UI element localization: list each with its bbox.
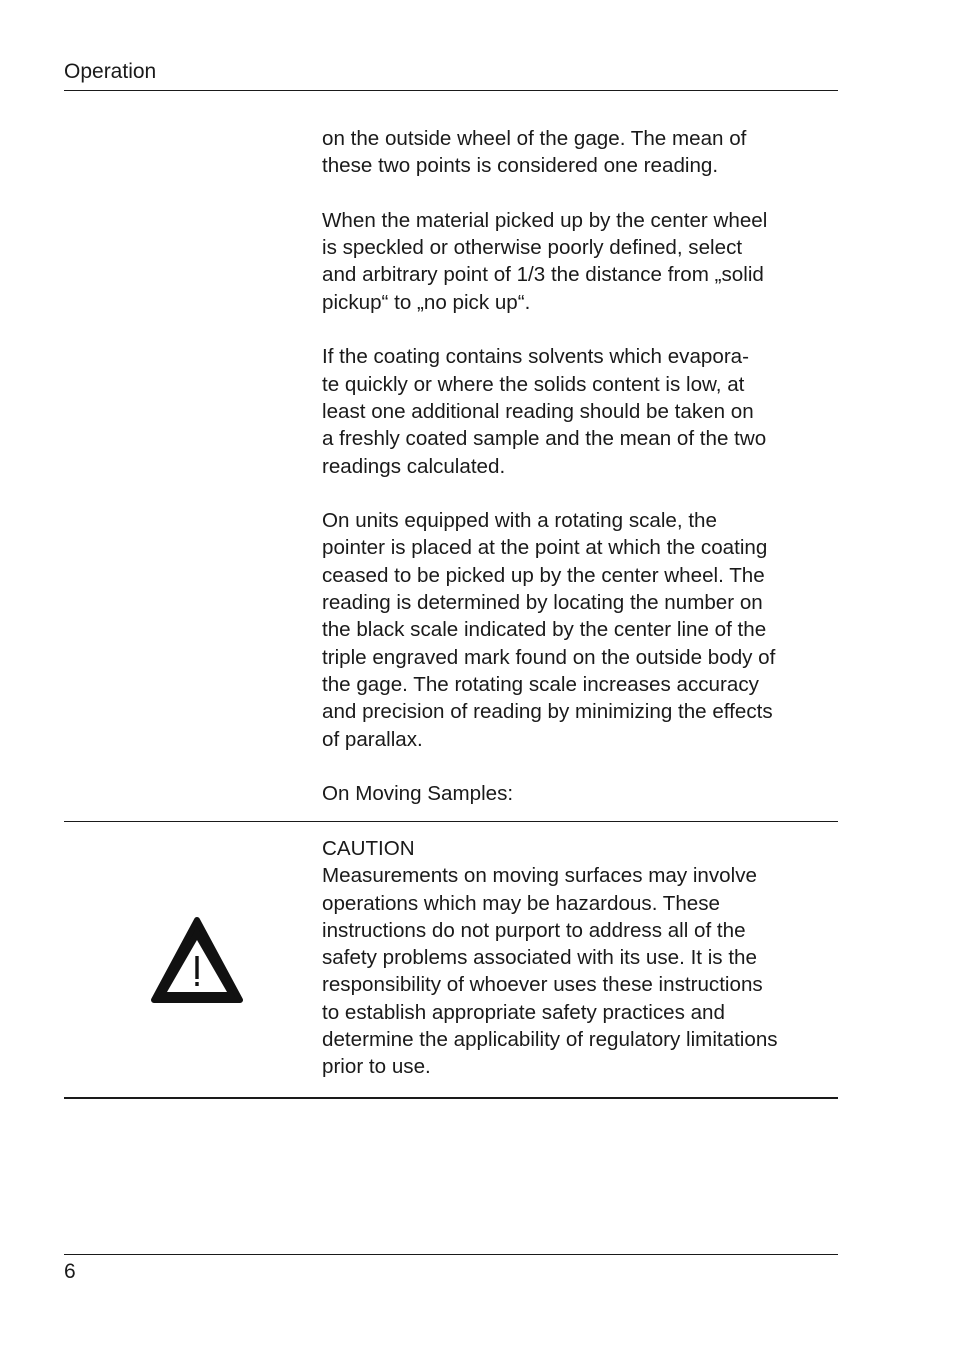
caution-text: Measurements on moving surfaces may involve operations which may be hazardous. These instructions do not purport to address all of the safety problems associated with its use. It is the responsibility of whoever uses these instructions to establish appropriate safety practices and determine the applicability of regulatory limitations prior to use. [322,864,778,1079]
caution-heading: CAUTION [322,837,415,860]
paragraph-2: When the material picked up by the center wheel is speckled or otherwise poorly defined, select and arbitrary point of 1/3 the distance from „solid pickup“ to „no pick up“. [322,208,768,314]
paragraph-3: If the coating contains solvents which evapora- te quickly or where the solids content is low, at least one additional reading should be taken on a freshly coated sample and the mean of the two readings calculated. [322,345,767,478]
body-text-top [322,125,842,807]
footer-divider [64,1254,838,1255]
paragraph-1: on the outside wheel of the gage. The mean of these two points is considered one reading. [322,127,747,178]
page-number: 6 [64,1260,76,1283]
header-divider [64,90,838,91]
warning-triangle-icon [150,916,244,1004]
paragraph-4: On units equipped with a rotating scale, the pointer is placed at the point at which the coating ceased to be picked up by the center wheel. The reading is determined by locating the number on the black scale indicated by the center line of the triple engraved mark found on the outside body of the gage. The rotating scale increases accuracy and precision of reading by minimizing the effects of parallax. [322,509,776,751]
caution-bottom-divider [64,1097,838,1099]
caution-block [322,835,842,1081]
paragraph-moving-samples: On Moving Samples: [322,782,514,806]
page-header-title: Operation [64,60,157,83]
caution-top-divider [64,821,838,822]
